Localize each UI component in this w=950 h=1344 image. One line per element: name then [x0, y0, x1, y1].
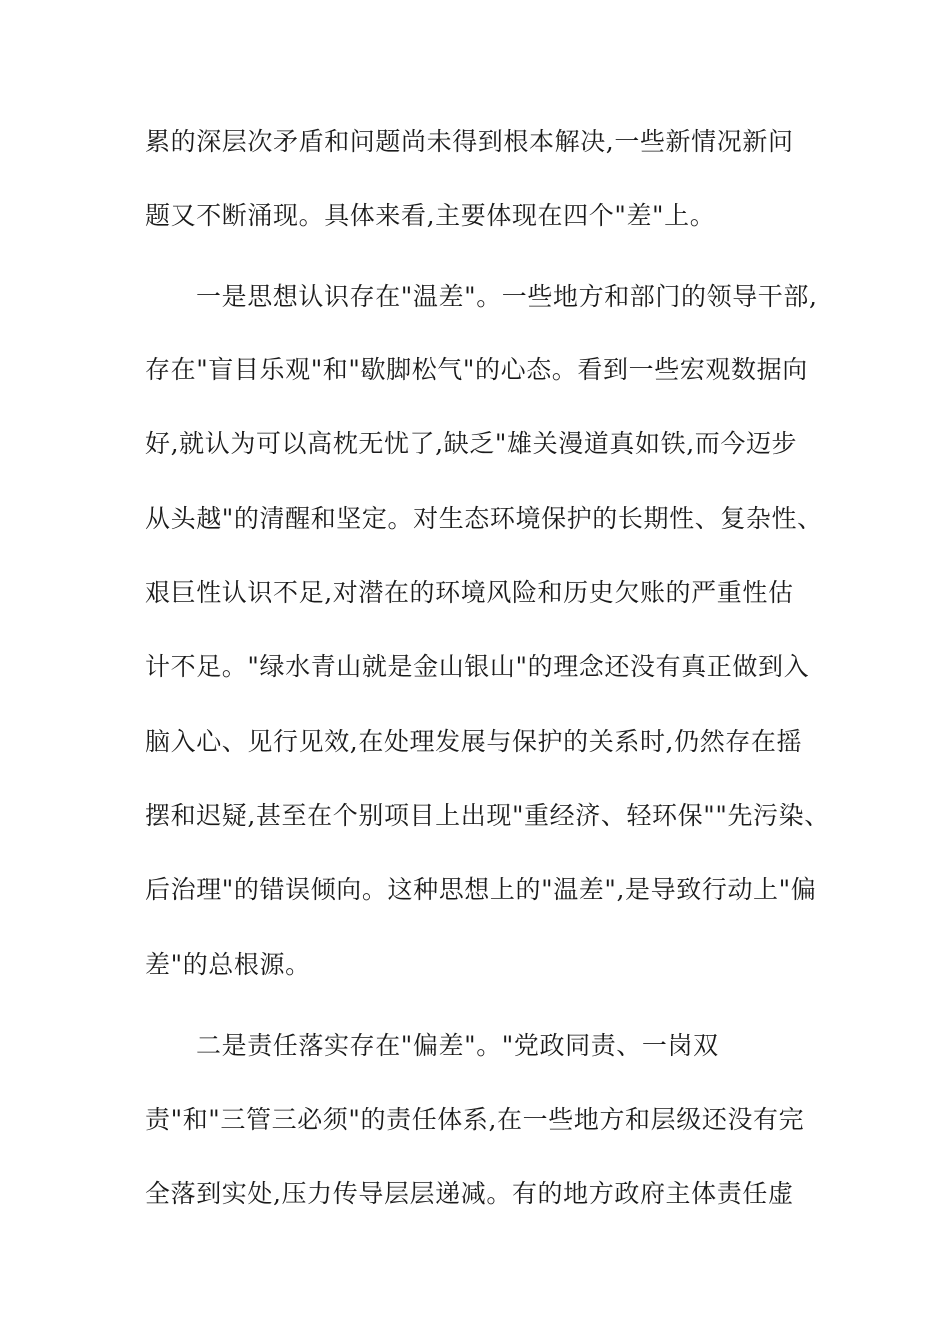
- paragraph-line: 存在"盲目乐观"和"歇脚松气"的心态。看到一些宏观数据向: [145, 355, 808, 384]
- paragraph-1-first-line: 一是思想认识存在"温差"。一些地方和部门的领导干部,: [196, 282, 818, 311]
- paragraph-line: 差"的总根源。: [145, 950, 311, 979]
- paragraph-line: 全落到实处,压力传导层层递减。有的地方政府主体责任虚: [145, 1179, 794, 1208]
- paragraph-line: 后治理"的错误倾向。这种思想上的"温差",是导致行动上"偏: [145, 875, 817, 904]
- paragraph-line: 好,就认为可以高枕无忧了,缺乏"雄关漫道真如铁,而今迈步: [145, 429, 798, 458]
- paragraph-line: 脑入心、见行见效,在处理发展与保护的关系时,仍然存在摇: [145, 727, 803, 756]
- paragraph-line: 计不足。"绿水青山就是金山银山"的理念还没有真正做到入: [145, 652, 810, 681]
- paragraph-line: 责"和"三管三必须"的责任体系,在一些地方和层级还没有完: [145, 1105, 805, 1134]
- paragraph-line: 题又不断涌现。具体来看,主要体现在四个"差"上。: [145, 201, 716, 230]
- paragraph-line: 摆和迟疑,甚至在个别项目上出现"重经济、轻环保""先污染、: [145, 801, 830, 830]
- paragraph-line: 从头越"的清醒和坚定。对生态环境保护的长期性、复杂性、: [145, 504, 823, 533]
- paragraph-line: 累的深层次矛盾和问题尚未得到根本解决,一些新情况新问: [145, 127, 794, 156]
- paragraph-line: 艰巨性认识不足,对潜在的环境风险和历史欠账的严重性估: [145, 578, 794, 607]
- paragraph-2-first-line: 二是责任落实存在"偏差"。"党政同责、一岗双: [196, 1031, 719, 1060]
